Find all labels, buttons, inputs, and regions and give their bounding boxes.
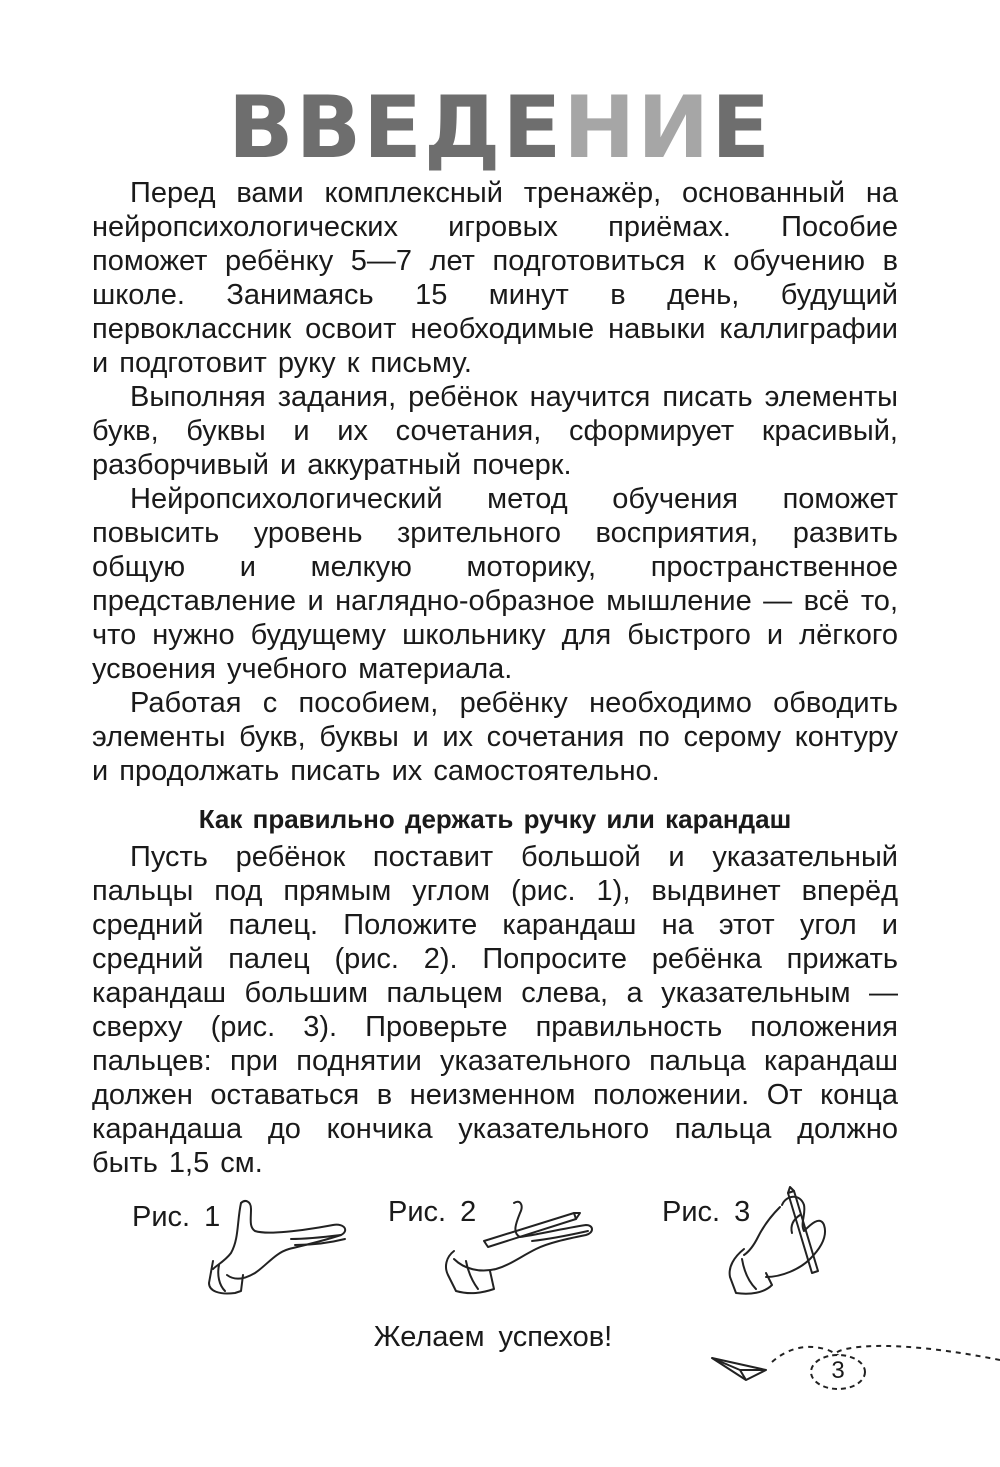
title-part-dark: ВВЕДЕ <box>228 78 564 178</box>
page-number: 3 <box>831 1357 845 1384</box>
hand-holding-pencil-icon <box>720 1185 840 1300</box>
paragraph: Нейропсихологический метод обучения поможет повысить уровень зрительного восприятия, развить общую и мелкую моторику, пространственное представление и наглядно-образное мышление — всё то, что нужно будущему школьнику для быстрого и лёгкого усвоения учебного материала. <box>92 483 898 685</box>
hand-pencil-on-finger-icon <box>440 1195 600 1300</box>
figure-2-label: Рис. 2 <box>388 1196 477 1228</box>
title-part-light: НИ <box>563 78 712 178</box>
hand-right-angle-icon <box>205 1195 355 1300</box>
paragraph: Работая с пособием, ребёнку необходимо обводить элементы букв, буквы и их сочетания по серому контуру и продолжать писать их самостоятельно. <box>92 687 898 787</box>
page-title <box>0 78 1000 178</box>
figure-1-label: Рис. 1 <box>132 1201 221 1233</box>
paragraph: Выполняя задания, ребёнок научится писать элементы букв, буквы и их сочетания, сформирует красивый, разборчивый и аккуратный почерк. <box>92 381 898 481</box>
figure-3-label: Рис. 3 <box>662 1196 751 1228</box>
subheading: Как правильно держать ручку или карандаш <box>198 804 792 834</box>
title-part-end: Е <box>711 78 772 178</box>
intro-text <box>92 176 898 1180</box>
instruction-paragraph: Пусть ребёнок поставит большой и указательный пальцы под прямым углом (рис. 1), выдвинет вперёд средний палец. Положите карандаш на этот угол и средний палец (рис. 2). Попросите ребёнка прижать карандаш большим пальцем слева, а указательным — сверху (рис. 3). Проверьте правильность положения пальцев: при поднятии указательного пальца карандаш должен оставаться в неизменном положении. От конца карандаша до кончика указательного пальца должно быть 1,5 см. <box>92 841 898 1179</box>
closing-wish: Желаем успехов! <box>373 1321 613 1353</box>
paragraph: Перед вами комплексный тренажёр, основанный на нейропсихологических игровых приёмах. Пособие поможет ребёнку 5—7 лет подготовиться к обучению в школе. Занимаясь 15 минут в день, будущий первоклассник освоит необходимые навыки каллиграфии и подготовит руку к письму. <box>92 177 898 379</box>
